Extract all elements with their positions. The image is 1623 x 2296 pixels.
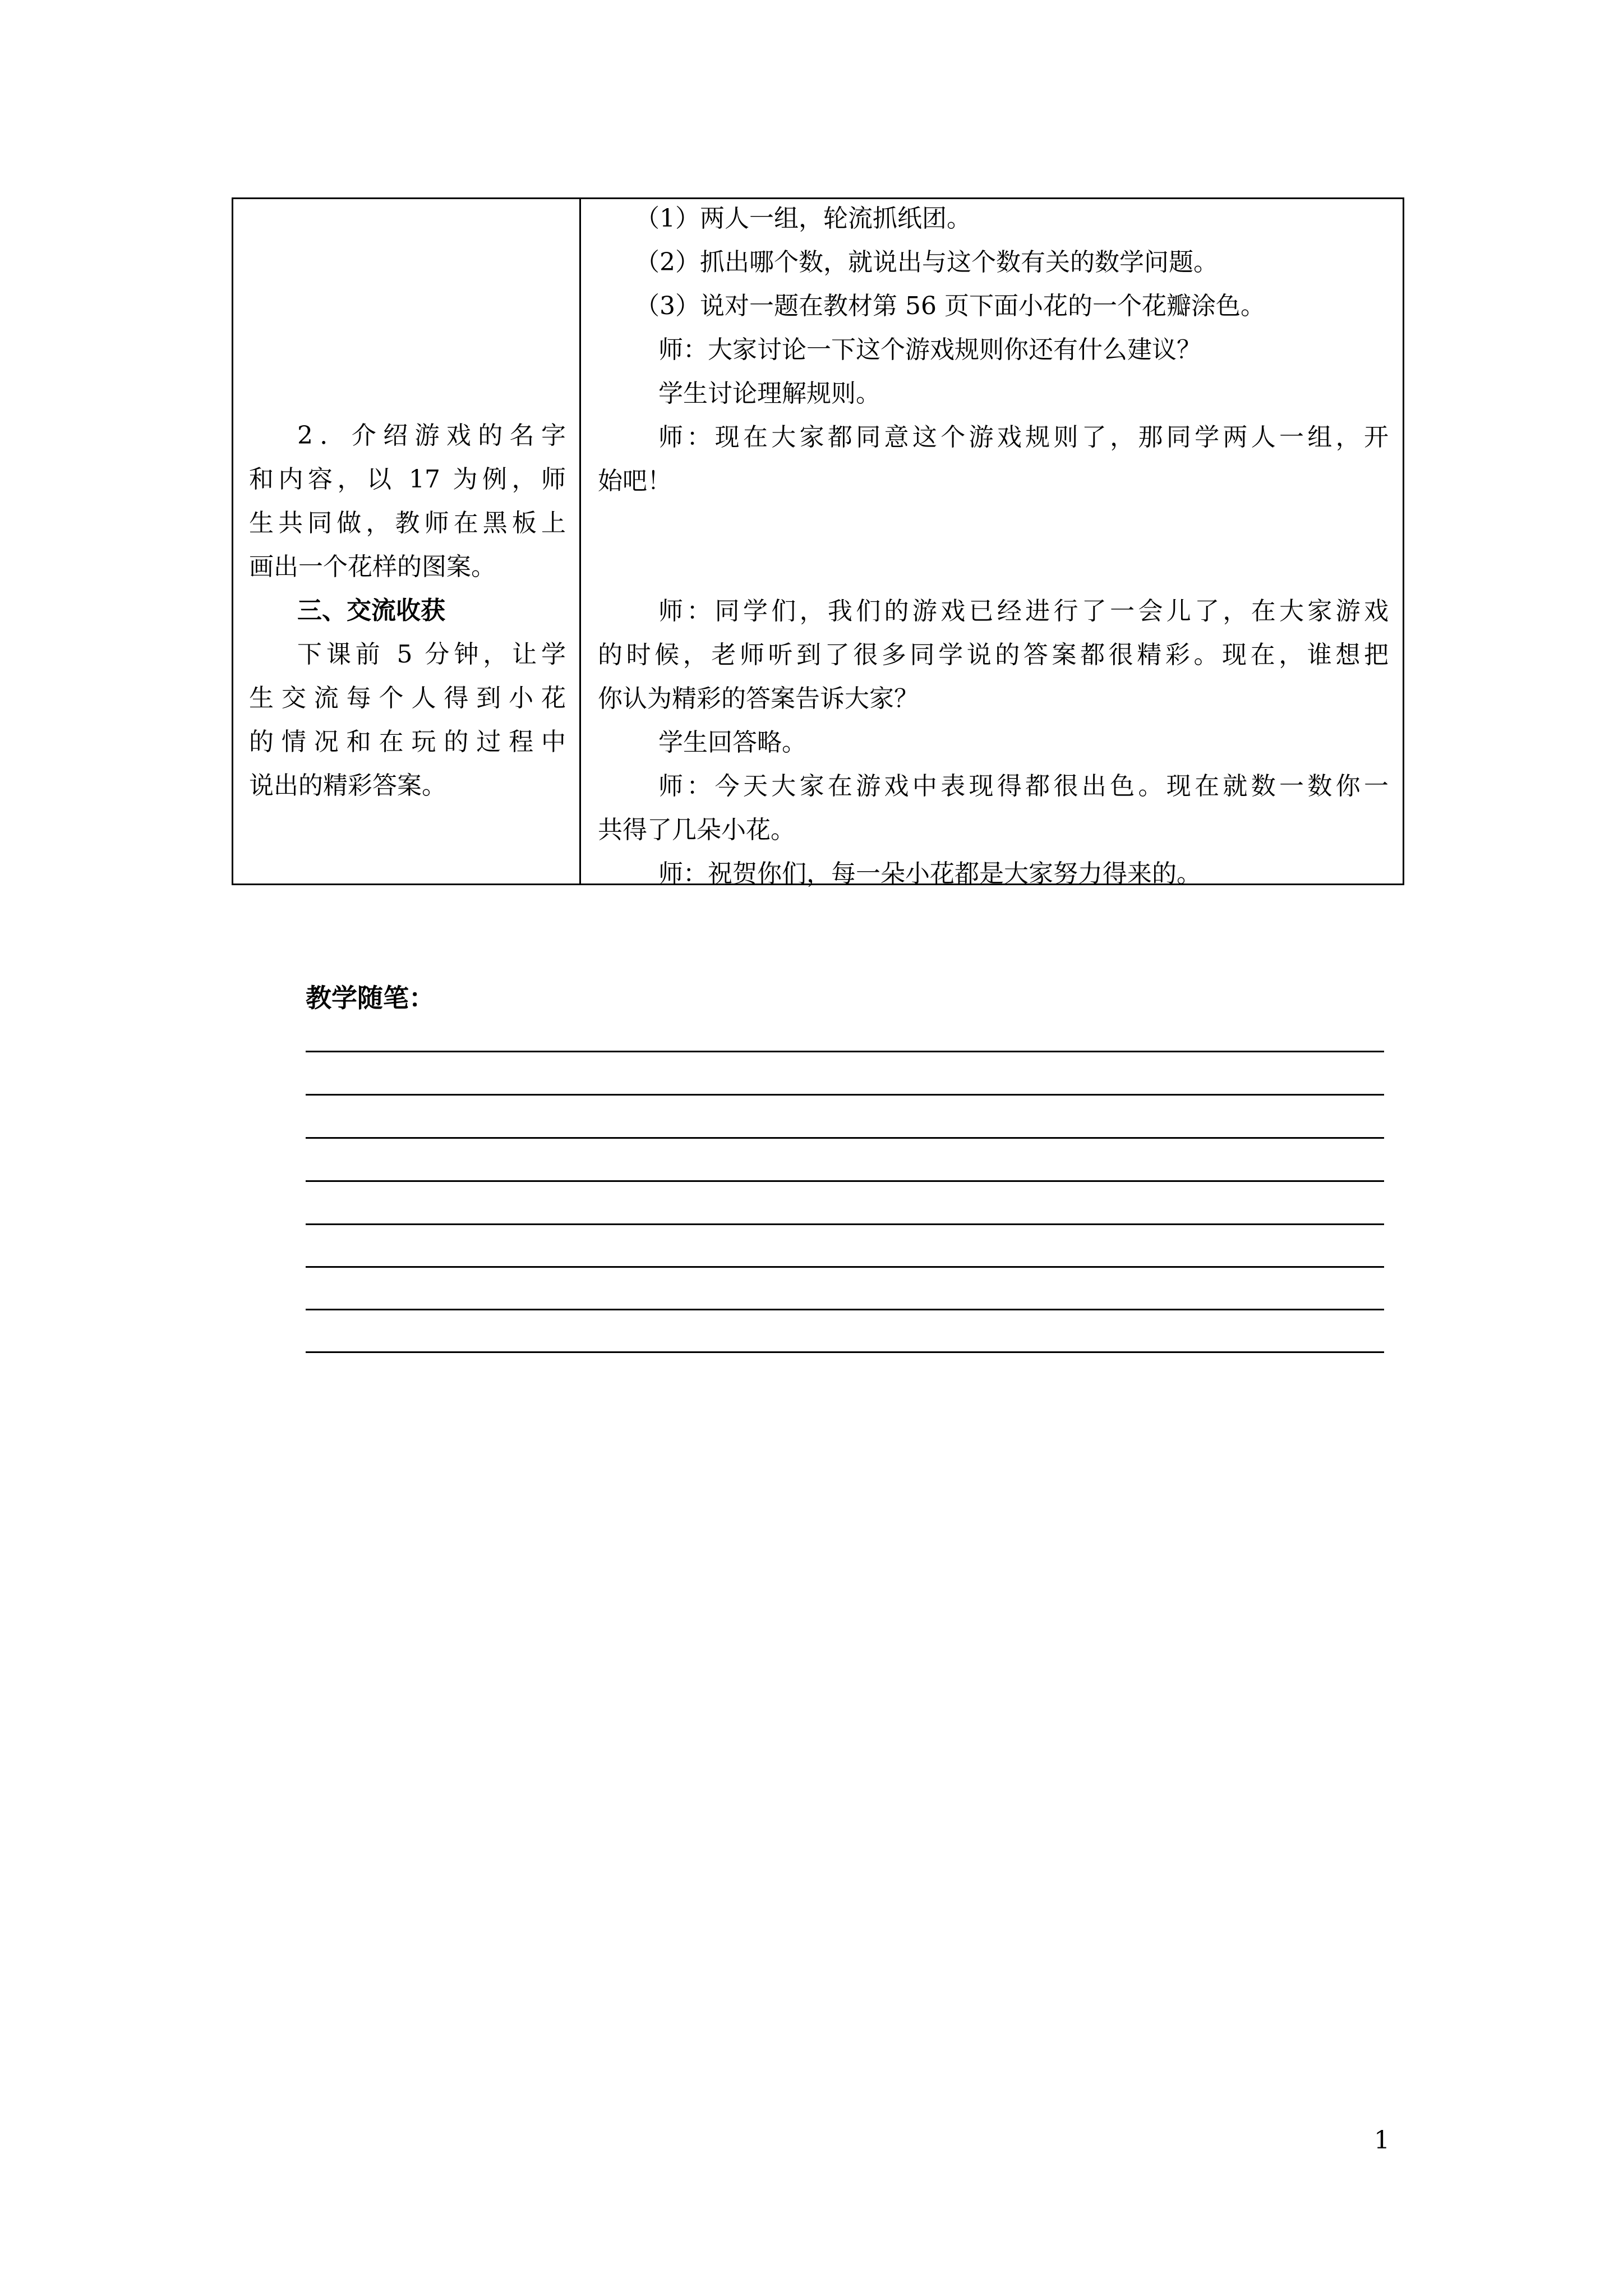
page-number: 1	[1374, 2126, 1390, 2155]
teacher-congrats: 师：祝贺你们，每一朵小花都是大家努力得来的。	[658, 859, 1201, 888]
student-discuss: 学生讨论理解规则。	[658, 379, 880, 408]
column-divider	[579, 199, 581, 884]
student-answer: 学生回答略。	[658, 728, 806, 757]
summary-line-2: 生交流每个人得到小花	[249, 684, 566, 712]
notes-line[interactable]	[306, 1266, 1384, 1268]
notes-line[interactable]	[306, 1094, 1384, 1096]
teacher-start-line-2: 始吧！	[598, 467, 672, 495]
teacher-share-line-3: 你认为精彩的答案告诉大家？	[598, 684, 919, 713]
step2-line-4: 画出一个花样的图案。	[249, 553, 496, 581]
step2-line-1: 2．介绍游戏的名字	[297, 421, 566, 450]
notes-line[interactable]	[306, 1351, 1384, 1353]
notes-line[interactable]	[306, 1223, 1384, 1225]
notes-line[interactable]	[306, 1180, 1384, 1182]
rule-3: （3）说对一题在教材第 56 页下面小花的一个花瓣涂色。	[635, 292, 1265, 320]
teacher-start-line-1: 师：现在大家都同意这个游戏规则了，那同学两人一组，开	[658, 423, 1389, 452]
summary-line-4: 说出的精彩答案。	[249, 771, 446, 800]
section-title: 三、交流收获	[297, 596, 445, 625]
rule-2: （2）抓出哪个数，就说出与这个数有关的数学问题。	[635, 248, 1218, 277]
teacher-count-line-1: 师：今天大家在游戏中表现得都很出色。现在就数一数你一	[658, 772, 1389, 800]
rule-1: （1）两人一组，轮流抓纸团。	[635, 204, 971, 233]
teacher-share-line-2: 的时候，老师听到了很多同学说的答案都很精彩。现在，谁想把	[598, 641, 1389, 669]
step2-line-2: 和内容，以 17 为例，师	[249, 465, 566, 494]
notes-line[interactable]	[306, 1309, 1384, 1310]
teaching-notes-title: 教学随笔：	[306, 983, 435, 1013]
summary-line-1: 下课前 5 分钟，让学	[297, 640, 566, 669]
notes-line[interactable]	[306, 1137, 1384, 1139]
notes-line[interactable]	[306, 1051, 1384, 1052]
lesson-table	[232, 197, 1404, 888]
teacher-count-line-2: 共得了几朵小花。	[598, 816, 795, 844]
summary-line-3: 的情况和在玩的过程中	[249, 728, 566, 756]
teacher-share-line-1: 师：同学们，我们的游戏已经进行了一会儿了，在大家游戏	[658, 597, 1389, 625]
step2-line-3: 生共同做，教师在黑板上	[249, 509, 566, 537]
teacher-ask: 师：大家讨论一下这个游戏规则你还有什么建议？	[658, 335, 1201, 364]
